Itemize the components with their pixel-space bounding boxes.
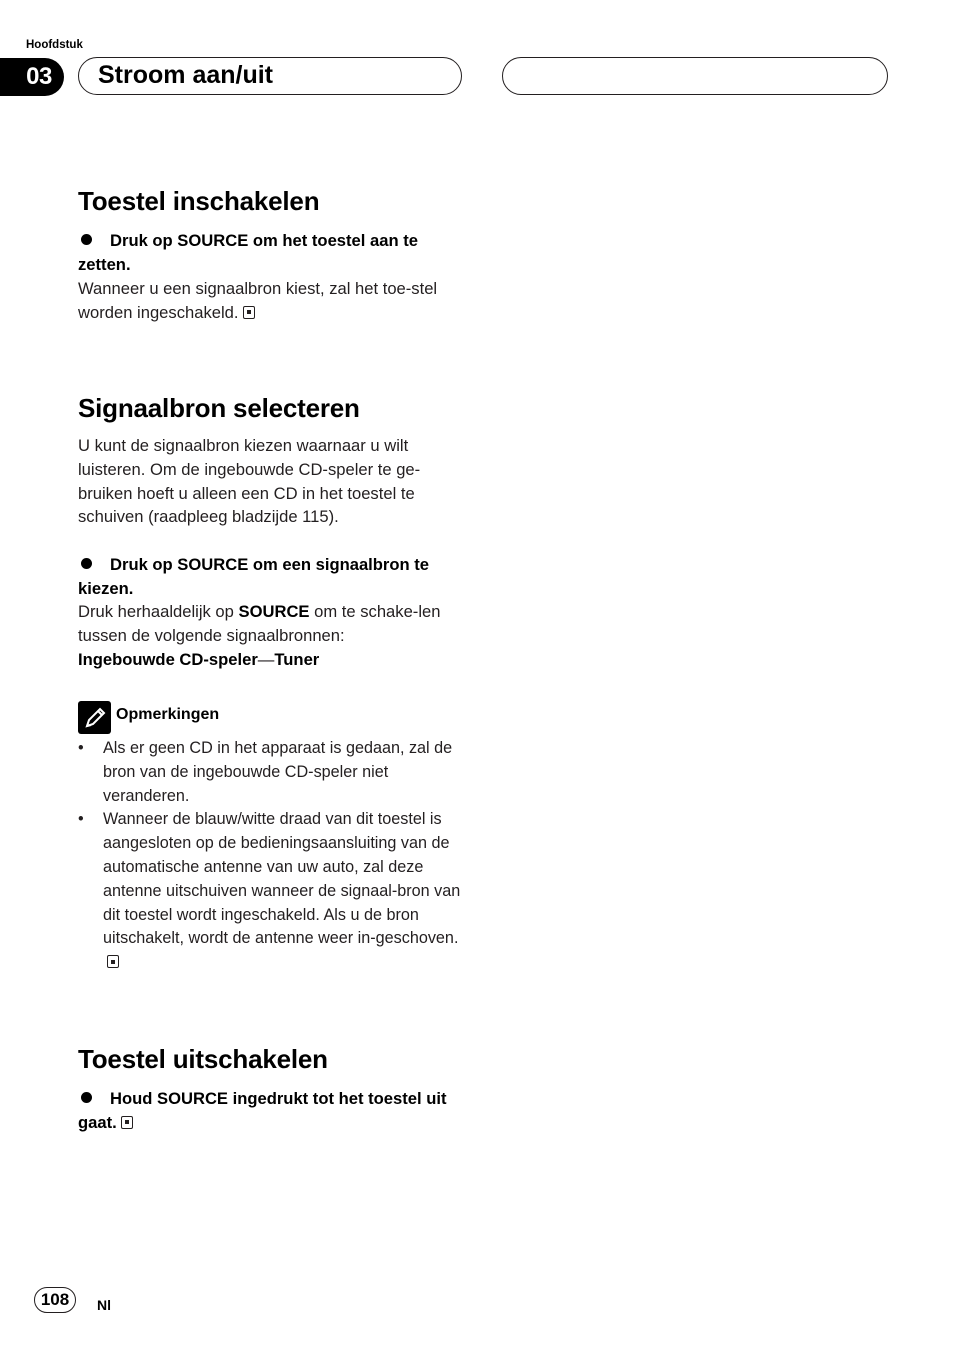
step-power-off: Houd SOURCE ingedrukt tot het toestel uit gaat.: [78, 1089, 447, 1132]
step-bullet-icon: [81, 558, 92, 569]
step-bullet-icon: [81, 1092, 92, 1103]
note-item: • Als er geen CD in het apparaat is gedaan, zal de bron van de ingebouwde CD-speler niet veranderen.: [78, 737, 468, 808]
end-of-section-icon: [121, 1116, 133, 1129]
source-sequence-separator: —: [257, 649, 275, 669]
section-title-box: [78, 57, 462, 95]
text-power-on: Wanneer u een signaalbron kiest, zal het toe-stel worden ingeschakeld.: [78, 279, 438, 322]
text-select-source: Druk herhaaldelijk op SOURCE om te schake-len tussen de volgende signaalbronnen: Ingebouwde CD-speler—Tuner: [78, 602, 441, 669]
note-item: • Wanneer de blauw/witte draad van dit toestel is aangesloten op de bedieningsaansluiting van de automatische antenne van uw auto, zal deze antenne uitschuiven wanneer de signaal-bron van dit toestel wordt ingeschakeld. Als u de bron uitschakelt, wordt de antenne weer in-geschoven.: [78, 808, 468, 975]
heading-power-on: Toestel inschakelen: [78, 186, 320, 216]
end-of-section-icon: [107, 955, 119, 968]
notes-title: Opmerkingen: [116, 706, 220, 723]
chapter-label: Hoofdstuk: [26, 39, 83, 51]
chapter-number: 03: [26, 63, 52, 90]
empty-header-box: [502, 57, 888, 95]
page-number: 108: [34, 1287, 76, 1313]
pencil-icon: [78, 701, 111, 734]
step-bullet-icon: [81, 234, 92, 245]
step-select-source: Druk op SOURCE om een signaalbron te kiezen.: [78, 555, 430, 598]
intro-select-source: U kunt de signaalbron kiezen waarnaar u wilt luisteren. Om de ingebouwde CD-speler te ge-bruiken hoeft u alleen een CD in het toestel te schuiven (raadpleeg bladzijde 115).: [78, 436, 421, 527]
source-sequence-item: Ingebouwde CD-speler: [78, 649, 258, 669]
chapter-number-tab: [0, 58, 64, 96]
language-code: Nl: [97, 1297, 111, 1313]
end-of-section-icon: [243, 306, 255, 319]
section-title: Stroom aan/uit: [98, 61, 274, 89]
heading-select-source: Signaalbron selecteren: [78, 393, 360, 423]
notes-list: [78, 737, 468, 975]
heading-power-off: Toestel uitschakelen: [78, 1044, 328, 1074]
step-power-on: Druk op SOURCE om het toestel aan te zetten.: [78, 231, 418, 274]
source-sequence-item: Tuner: [274, 649, 320, 669]
